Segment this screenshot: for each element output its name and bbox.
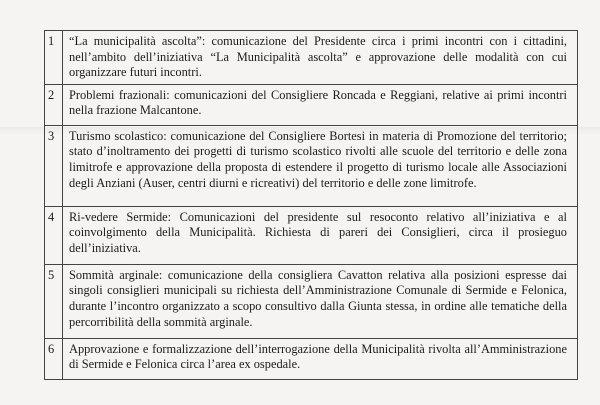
item-text: Problemi frazionali: comunicazioni del Consigliere Roncada e Reggiani, relative ai primi incontri nella frazione Malcantone. (63, 84, 578, 125)
item-number: 3 (45, 125, 63, 206)
agenda-row (45, 264, 578, 338)
item-text: Approvazione e formalizzazione dell’interrogazione della Municipalità rivolta all’Amministrazione di Sermide e Felonica circa l’area ex ospedale. (63, 338, 578, 379)
agenda-row (45, 84, 578, 125)
agenda-table (44, 30, 578, 380)
agenda-row (45, 206, 578, 264)
item-text: Sommità arginale: comunicazione della consigliera Cavatton relativa alla posizioni espresse dai singoli consiglieri municipali su richiesta dell’Amministrazione Comunale di Sermide e Felonica, durante l’incontro organizzato a scopo consultivo dalla Giunta stessa, in ordine alle tematiche della percorribilità della sommità arginale. (63, 264, 578, 338)
item-number: 5 (45, 264, 63, 338)
agenda-row (45, 31, 578, 85)
item-number: 1 (45, 31, 63, 85)
item-number: 2 (45, 84, 63, 125)
item-text: Turismo scolastico: comunicazione del Consigliere Bortesi in materia di Promozione del territorio; stato d’inoltramento dei progetti di turismo scolastico rivolti alle scuole del territorio e delle zona limitrofe e approvazione della proposta di estendere il progetto di turismo locale alle Associazioni degli Anziani (Auser, centri diurni e ricreativi) del territorio e delle zone limitrofe. (63, 125, 578, 206)
item-number: 6 (45, 338, 63, 379)
agenda-row (45, 338, 578, 379)
item-text: Ri-vedere Sermide: Comunicazioni del presidente sul resoconto relativo all’iniziativa e al coinvolgimento della Municipalità. Richiesta di pareri dei Consiglieri, circa il prosieguo dell’iniziativa. (63, 206, 578, 264)
item-number: 4 (45, 206, 63, 264)
agenda-row (45, 125, 578, 206)
item-text: “La municipalità ascolta”: comunicazione del Presidente circa i primi incontri con i cittadini, nell’ambito dell’iniziativa “La Municipalità ascolta” e approvazione delle modalità con cui organizzare futuri incontri. (63, 31, 578, 85)
